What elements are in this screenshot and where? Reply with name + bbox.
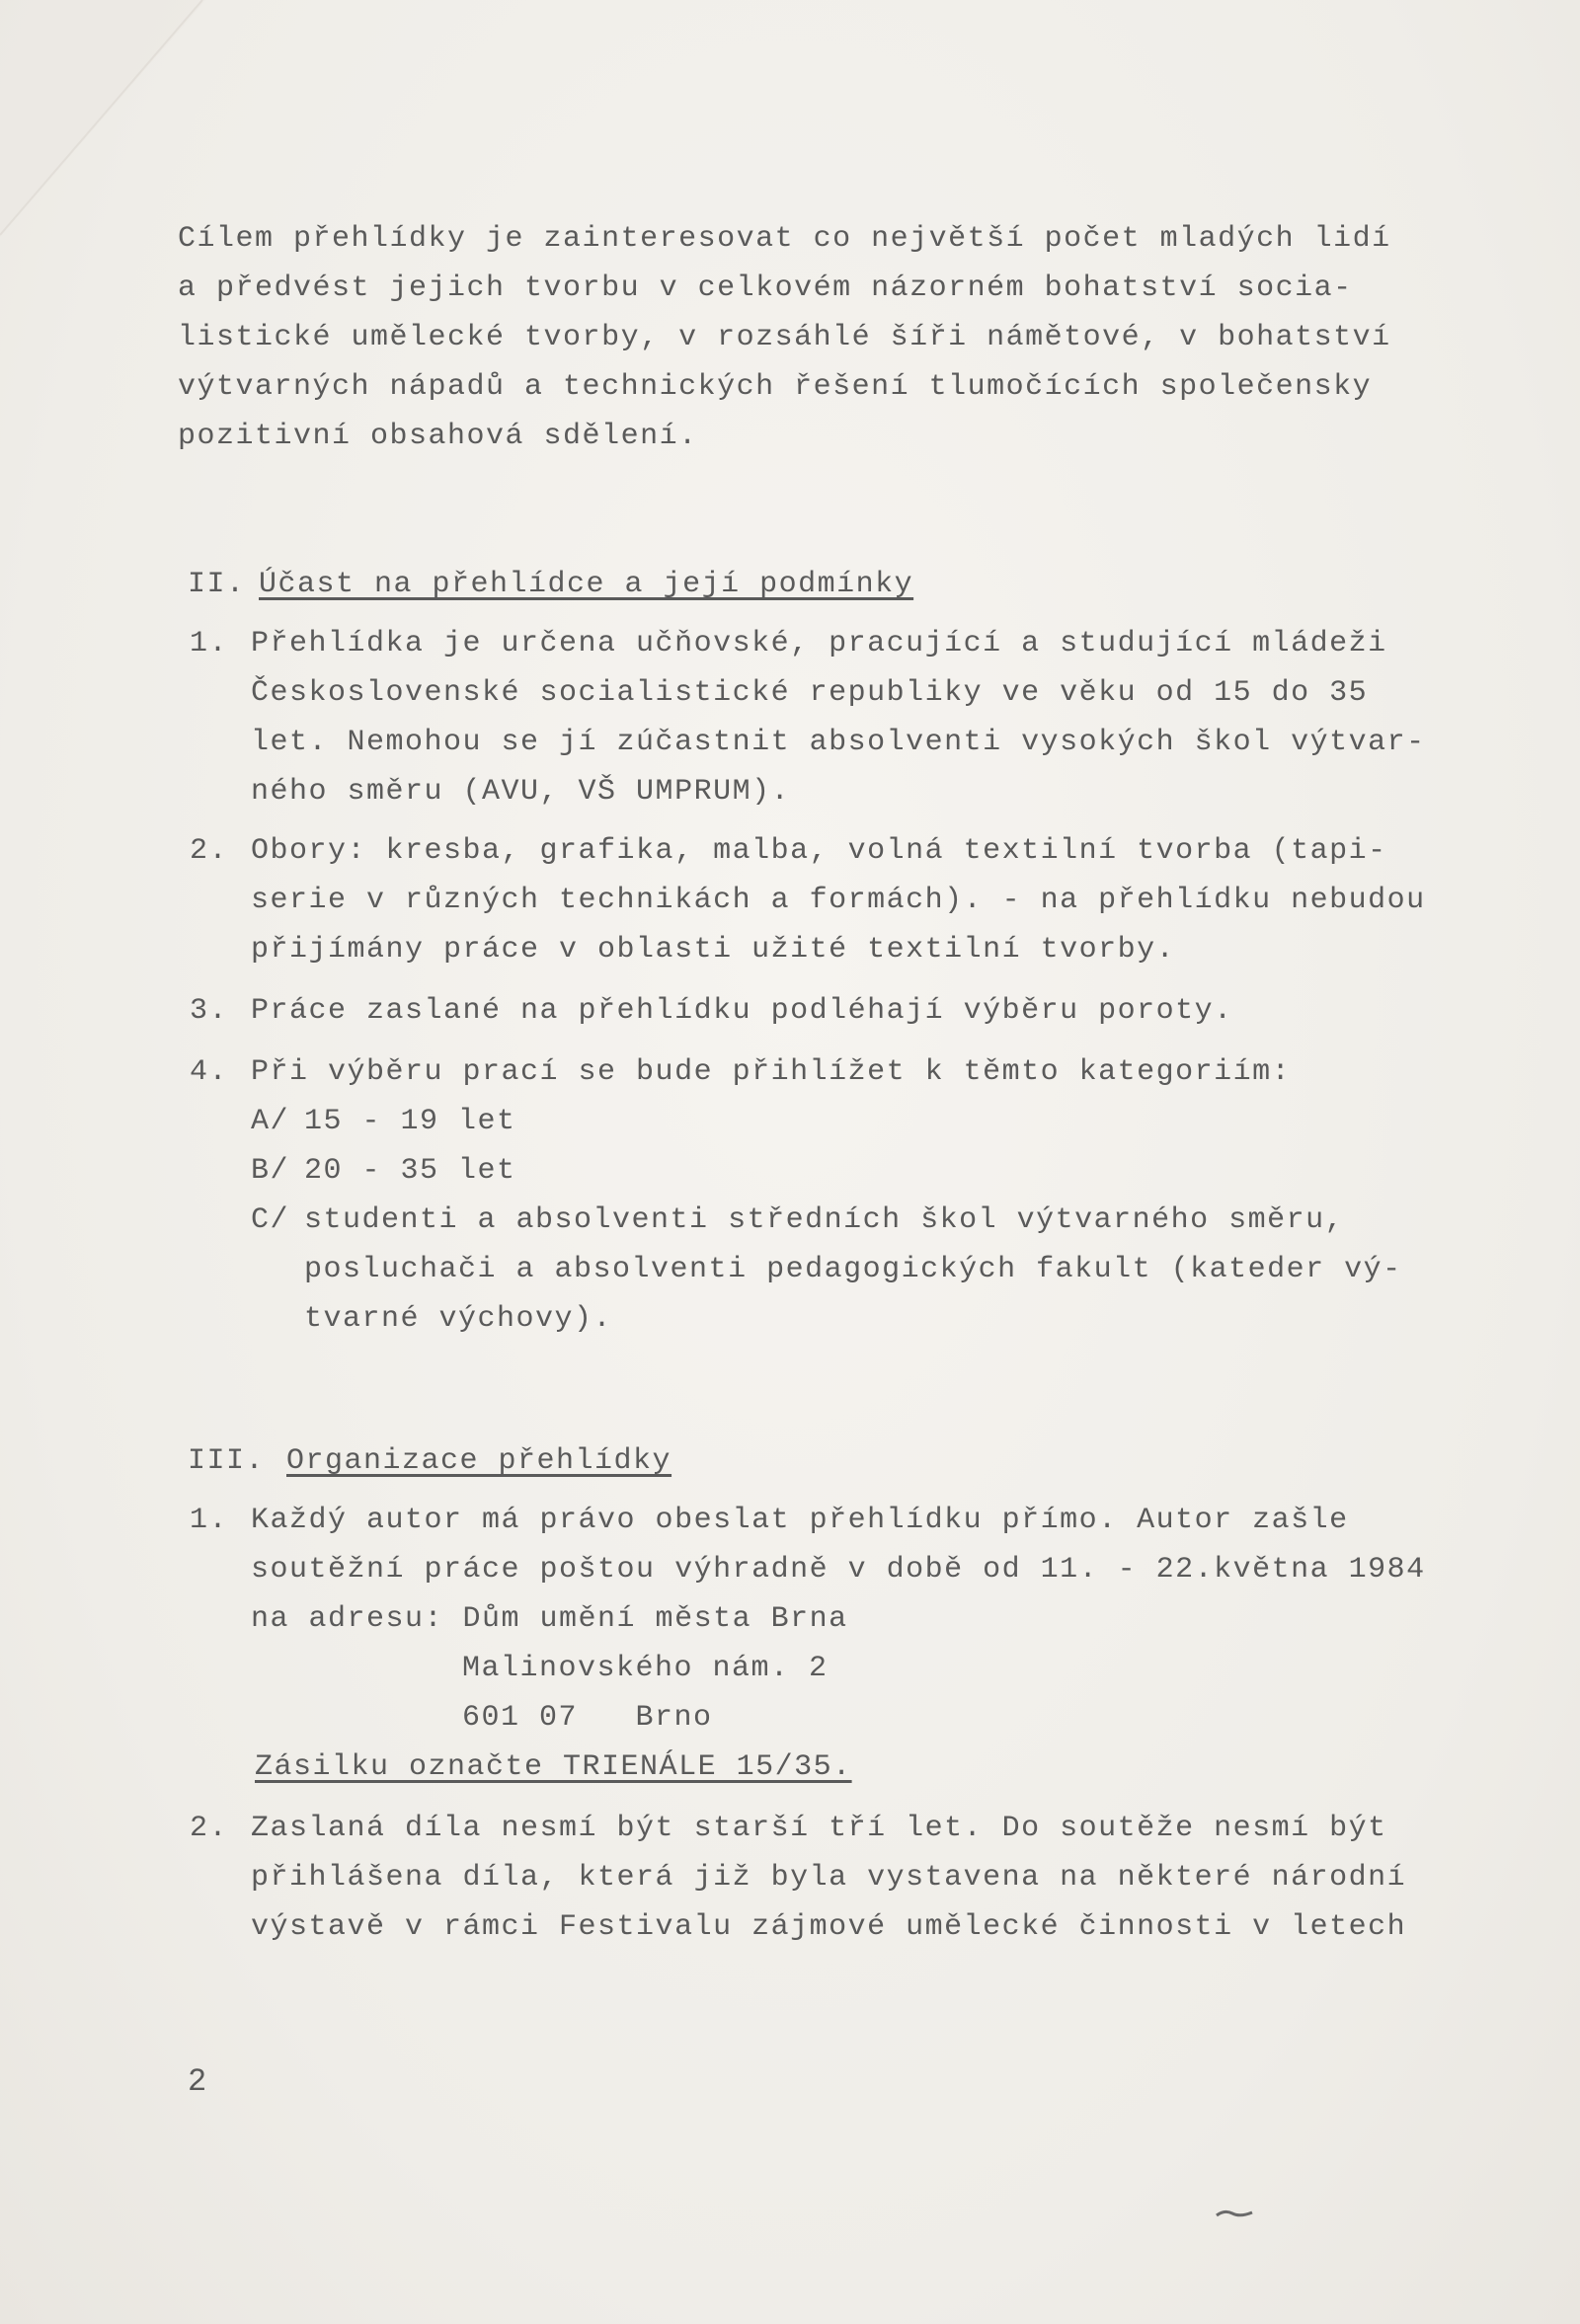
category-label: B/ (251, 1154, 290, 1188)
ink-smudge (1215, 2208, 1254, 2219)
section-2-title: Účast na přehlídce a její podmínky (259, 568, 914, 601)
intro-line: výtvarných nápadů a technických řešení tlumočících společensky (178, 370, 1373, 404)
category-line: 20 - 35 let (304, 1154, 516, 1188)
address-line: Malinovského nám. 2 (462, 1652, 829, 1685)
item-line: Každý autor má právo obeslat přehlídku přímo. Autor zašle (251, 1504, 1349, 1537)
intro-line: pozitivní obsahová sdělení. (178, 420, 698, 453)
address-line: 601 07 Brno (462, 1701, 713, 1735)
paper-fold-crease (0, 0, 237, 237)
category-line: tvarné výchovy). (304, 1302, 613, 1336)
category-label: A/ (251, 1105, 290, 1138)
item-number: 4. (190, 1055, 229, 1089)
page-number: 2 (188, 2063, 207, 2100)
item-number: 2. (190, 1812, 229, 1845)
item-number: 2. (190, 834, 229, 868)
item-line: přihlášena díla, která již byla vystavena na některé národní (251, 1861, 1407, 1895)
item-line: Zaslaná díla nesmí být starší tří let. Do soutěže nesmí být (251, 1812, 1387, 1845)
item-number: 3. (190, 994, 229, 1028)
category-line: 15 - 19 let (304, 1105, 516, 1138)
category-line: studenti a absolventi středních škol výtvarného směru, (304, 1203, 1345, 1237)
item-line: let. Nemohou se jí zúčastnit absolventi vysokých škol výtvar- (251, 726, 1426, 759)
shipment-marking: Zásilku označte TRIENÁLE 15/35. (255, 1750, 852, 1784)
item-line: Obory: kresba, grafika, malba, volná textilní tvorba (tapi- (251, 834, 1387, 868)
section-3-title: Organizace přehlídky (286, 1444, 672, 1478)
item-line: Při výběru prací se bude přihlížet k těmto kategoriím: (251, 1055, 1292, 1089)
item-line: výstavě v rámci Festivalu zájmové umělecké činnosti v letech (251, 1910, 1407, 1944)
item-line: ného směru (AVU, VŠ UMPRUM). (251, 775, 791, 809)
item-line: Práce zaslané na přehlídku podléhají výběru poroty. (251, 994, 1233, 1028)
item-line: Československé socialistické republiky ve věku od 15 do 35 (251, 676, 1369, 710)
item-line: na adresu: Dům umění města Brna (251, 1602, 848, 1636)
item-line: serie v různých technikách a formách). - na přehlídku nebudou (251, 884, 1426, 917)
item-number: 1. (190, 1504, 229, 1537)
item-line: Přehlídka je určena učňovské, pracující a studující mládeži (251, 627, 1387, 660)
intro-line: a předvést jejich tvorbu v celkovém názorném bohatství socia- (178, 271, 1353, 305)
item-line: přijímány práce v oblasti užité textilní tvorby. (251, 933, 1176, 967)
item-line: soutěžní práce poštou výhradně v době od 11. - 22.května 1984 (251, 1553, 1426, 1587)
section-2-number: II. (188, 568, 246, 601)
intro-line: Cílem přehlídky je zainteresovat co největší počet mladých lidí (178, 222, 1391, 256)
category-label: C/ (251, 1203, 290, 1237)
intro-line: listické umělecké tvorby, v rozsáhlé šíři námětové, v bohatství (178, 321, 1391, 354)
section-3-number: III. (188, 1444, 266, 1478)
category-line: posluchači a absolventi pedagogických fakult (kateder vý- (304, 1253, 1402, 1286)
item-number: 1. (190, 627, 229, 660)
